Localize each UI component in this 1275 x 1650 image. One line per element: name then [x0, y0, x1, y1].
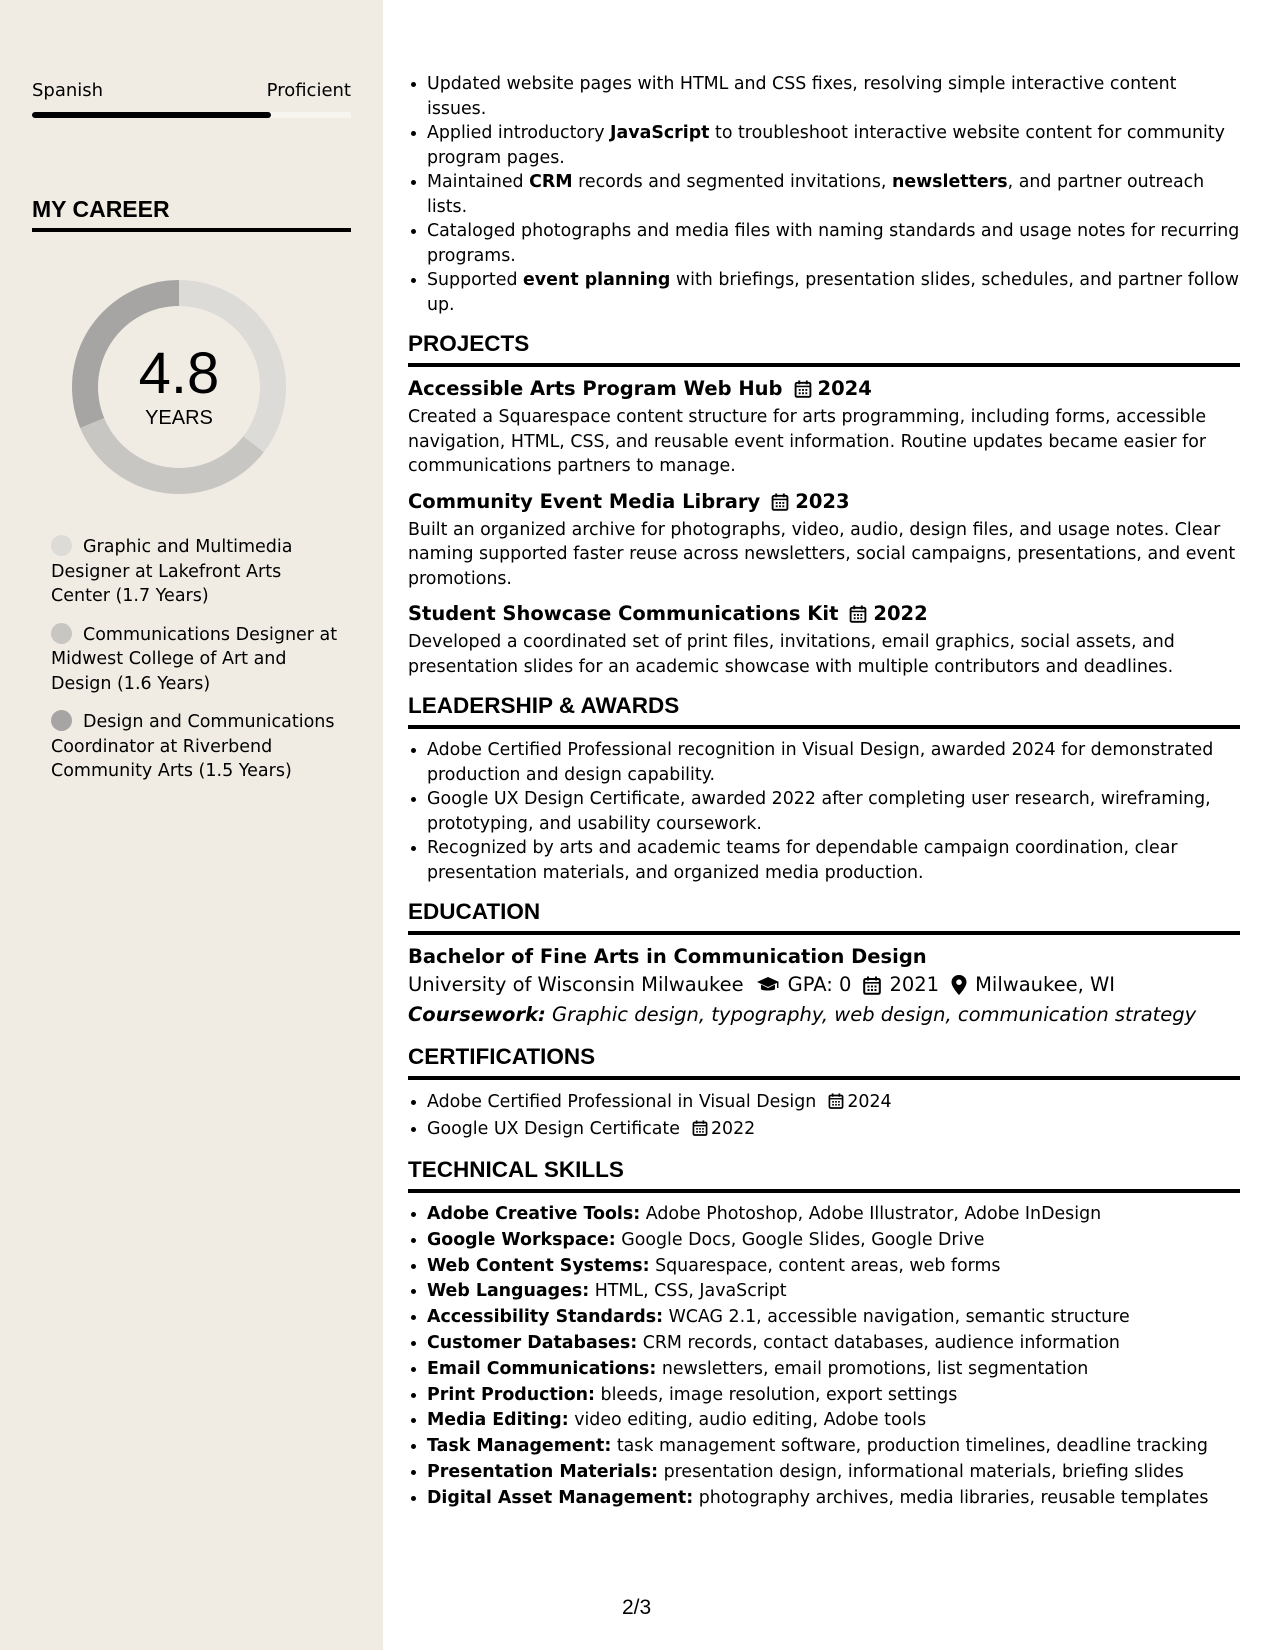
leadership-item: • Google UX Design Certificate, awarded 2022 after completing user research, wireframing, prototyping, and usability coursework.	[427, 787, 1240, 836]
education-entry	[408, 944, 1240, 1030]
skill-item	[427, 1486, 1240, 1512]
skill-label: Presentation Materials:	[427, 1461, 659, 1482]
experience-bullet	[427, 219, 1240, 268]
leadership-list	[408, 738, 1240, 885]
career-role-item	[51, 710, 341, 784]
skills-heading: TECHNICAL SKILLS	[408, 1157, 1240, 1193]
project-description: Created a Squarespace content structure for arts programming, including forms, accessible navigation, HTML, CSS, and reusable event information. Routine updates became easier for communications partners to manage.	[408, 407, 1207, 476]
location-pin-icon	[951, 975, 967, 995]
certifications-list	[408, 1089, 1240, 1143]
education-meta	[408, 970, 1240, 1000]
skill-value: photography archives, media libraries, reusable templates	[698, 1487, 1209, 1508]
education-coursework	[408, 1000, 1240, 1030]
skill-item	[427, 1331, 1240, 1357]
project-title: Accessible Arts Program Web Hub	[408, 377, 783, 400]
calendar-icon	[771, 493, 789, 511]
coursework-text: Graphic design, typography, web design, communication strategy	[552, 1003, 1197, 1026]
certification-item	[427, 1089, 1240, 1116]
skill-value: WCAG 2.1, accessible navigation, semantic structure	[668, 1307, 1130, 1328]
skill-value: Adobe Photoshop, Adobe Illustrator, Adobe InDesign	[645, 1204, 1102, 1224]
skill-value: Google Docs, Google Slides, Google Drive	[621, 1229, 985, 1250]
experience-bullet	[427, 170, 1240, 219]
language-level: Proficient	[266, 80, 351, 101]
career-heading: MY CAREER	[32, 196, 351, 232]
skill-item	[427, 1460, 1240, 1486]
bold-keyword: JavaScript	[610, 123, 710, 143]
language-proficiency-fill	[32, 112, 271, 118]
skill-value: presentation design, informational materials, briefing slides	[663, 1461, 1184, 1482]
certifications-heading: CERTIFICATIONS	[408, 1044, 1240, 1080]
experience-bullets	[408, 72, 1240, 317]
certification-year: 2022	[710, 1119, 756, 1139]
skill-item	[427, 1408, 1240, 1434]
skill-value: newsletters, email promotions, list segmentation	[661, 1358, 1089, 1379]
skill-label: Accessibility Standards:	[427, 1307, 664, 1328]
career-total-unit: YEARS	[145, 406, 213, 429]
legend-dot	[51, 710, 72, 731]
experience-bullet	[427, 268, 1240, 317]
career-donut-center	[66, 274, 292, 500]
certification-name: Adobe Certified Professional in Visual Design	[427, 1092, 817, 1112]
language-name: Spanish	[32, 80, 104, 101]
graduation-cap-icon	[756, 976, 780, 994]
bullet-text: Applied introductory	[427, 123, 611, 143]
education-location: Milwaukee, WI	[975, 973, 1116, 996]
education-heading: EDUCATION	[408, 899, 1240, 935]
career-role-text: Graphic and Multimedia Designer at Lakefront Arts Center (1.7 Years)	[51, 537, 293, 606]
career-role-text: Design and Communications Coordinator at Riverbend Community Arts (1.5 Years)	[51, 712, 335, 781]
career-legend	[51, 535, 341, 798]
language-proficiency-bar	[32, 112, 351, 118]
skill-label: Task Management:	[427, 1436, 612, 1457]
certification-year: 2024	[847, 1092, 892, 1112]
bullet-text: to troubleshoot interactive website content for community program pages.	[427, 123, 1225, 168]
project-title-row	[408, 601, 1240, 627]
project-year: 2023	[795, 489, 850, 513]
education-degree: Bachelor of Fine Arts in Communication Design	[408, 945, 927, 968]
skill-label: Media Editing:	[427, 1410, 569, 1431]
bold-keyword: newsletters	[891, 172, 1008, 192]
skill-item	[427, 1202, 1240, 1228]
experience-bullet	[427, 72, 1240, 121]
skill-item	[427, 1305, 1240, 1331]
bullet-text: with briefings, presentation slides, schedules, and partner follow up.	[427, 270, 1240, 315]
calendar-icon	[849, 605, 867, 623]
certification-name: Google UX Design Certificate	[427, 1119, 680, 1139]
project-title-row	[408, 376, 1240, 402]
skill-item	[427, 1383, 1240, 1409]
skill-value: HTML, CSS, JavaScript	[594, 1281, 787, 1302]
bullet-text: Supported	[427, 270, 524, 290]
project-description: Built an organized archive for photographs, video, audio, design files, and usage notes. Clear naming supported faster reuse across newsletters, social campaigns, presentations, and event promotions.	[408, 519, 1236, 589]
skill-item	[427, 1228, 1240, 1254]
bold-keyword: CRM	[529, 172, 573, 192]
bullet-text: Updated website pages with HTML and CSS fixes, resolving simple interactive content issues.	[427, 74, 1177, 119]
main-content	[408, 72, 1240, 1512]
leadership-item: • Adobe Certified Professional recognition in Visual Design, awarded 2024 for demonstrated production and design capability.	[427, 738, 1240, 787]
calendar-icon	[828, 1093, 844, 1109]
skill-label: Google Workspace:	[427, 1229, 616, 1250]
calendar-icon	[794, 380, 812, 398]
projects-list	[408, 376, 1240, 679]
language-row	[32, 80, 351, 101]
project-description: Developed a coordinated set of print files, invitations, email graphics, social assets, and presentation slides for an academic showcase with multiple contributors and deadlines.	[408, 632, 1175, 677]
calendar-icon	[692, 1120, 708, 1136]
coursework-label: Coursework:	[408, 1003, 546, 1026]
legend-dot	[51, 535, 72, 556]
skill-item	[427, 1434, 1240, 1460]
leadership-item: • Recognized by arts and academic teams for dependable campaign coordination, clear presentation materials, and organized media production.	[427, 836, 1240, 885]
project-year: 2024	[817, 377, 872, 400]
project-title-row	[408, 489, 1240, 515]
skill-value: Squarespace, content areas, web forms	[655, 1255, 1001, 1276]
skill-label: Web Content Systems:	[427, 1255, 650, 1276]
skill-item	[427, 1254, 1240, 1280]
career-role-item	[51, 535, 341, 609]
skill-value: video editing, audio editing, Adobe tools	[574, 1410, 927, 1431]
career-total-value: 4.8	[138, 340, 220, 406]
skill-label: Adobe Creative Tools:	[427, 1204, 641, 1224]
skill-label: Email Communications:	[427, 1358, 657, 1379]
career-role-text: Communications Designer at Midwest College of Art and Design (1.6 Years)	[51, 624, 338, 694]
education-year: 2021	[889, 973, 940, 996]
projects-heading: PROJECTS	[408, 331, 1240, 367]
bold-keyword: event planning	[523, 270, 671, 290]
skill-value: CRM records, contact databases, audience information	[642, 1332, 1120, 1353]
education-gpa: GPA: 0	[787, 973, 852, 996]
leadership-heading: LEADERSHIP & AWARDS	[408, 693, 1240, 729]
career-role-item	[51, 623, 341, 697]
skills-list	[408, 1202, 1240, 1512]
skill-value: bleeds, image resolution, export settings	[600, 1384, 958, 1405]
skill-item	[427, 1357, 1240, 1383]
skill-label: Customer Databases:	[427, 1332, 638, 1353]
sidebar	[0, 0, 383, 1650]
project-year: 2022	[873, 602, 928, 625]
experience-bullet	[427, 121, 1240, 170]
skill-label: Web Languages:	[427, 1281, 590, 1302]
bullet-text: records and segmented invitations,	[572, 172, 892, 192]
bullet-text: Cataloged photographs and media files with naming standards and usage notes for recurring programs.	[427, 221, 1240, 266]
calendar-icon	[863, 976, 881, 995]
skill-label: Digital Asset Management:	[427, 1487, 694, 1508]
skill-item	[427, 1279, 1240, 1305]
legend-dot	[51, 623, 72, 644]
project-title: Community Event Media Library	[408, 489, 761, 513]
bullet-text: , and partner outreach lists.	[427, 172, 1205, 217]
skill-value: task management software, production timelines, deadline tracking	[616, 1436, 1208, 1457]
project-title: Student Showcase Communications Kit	[408, 602, 839, 625]
certification-item	[427, 1116, 1240, 1143]
skill-label: Print Production:	[427, 1384, 595, 1405]
bullet-text: Maintained	[427, 172, 530, 192]
education-school: University of Wisconsin Milwaukee	[408, 973, 744, 996]
